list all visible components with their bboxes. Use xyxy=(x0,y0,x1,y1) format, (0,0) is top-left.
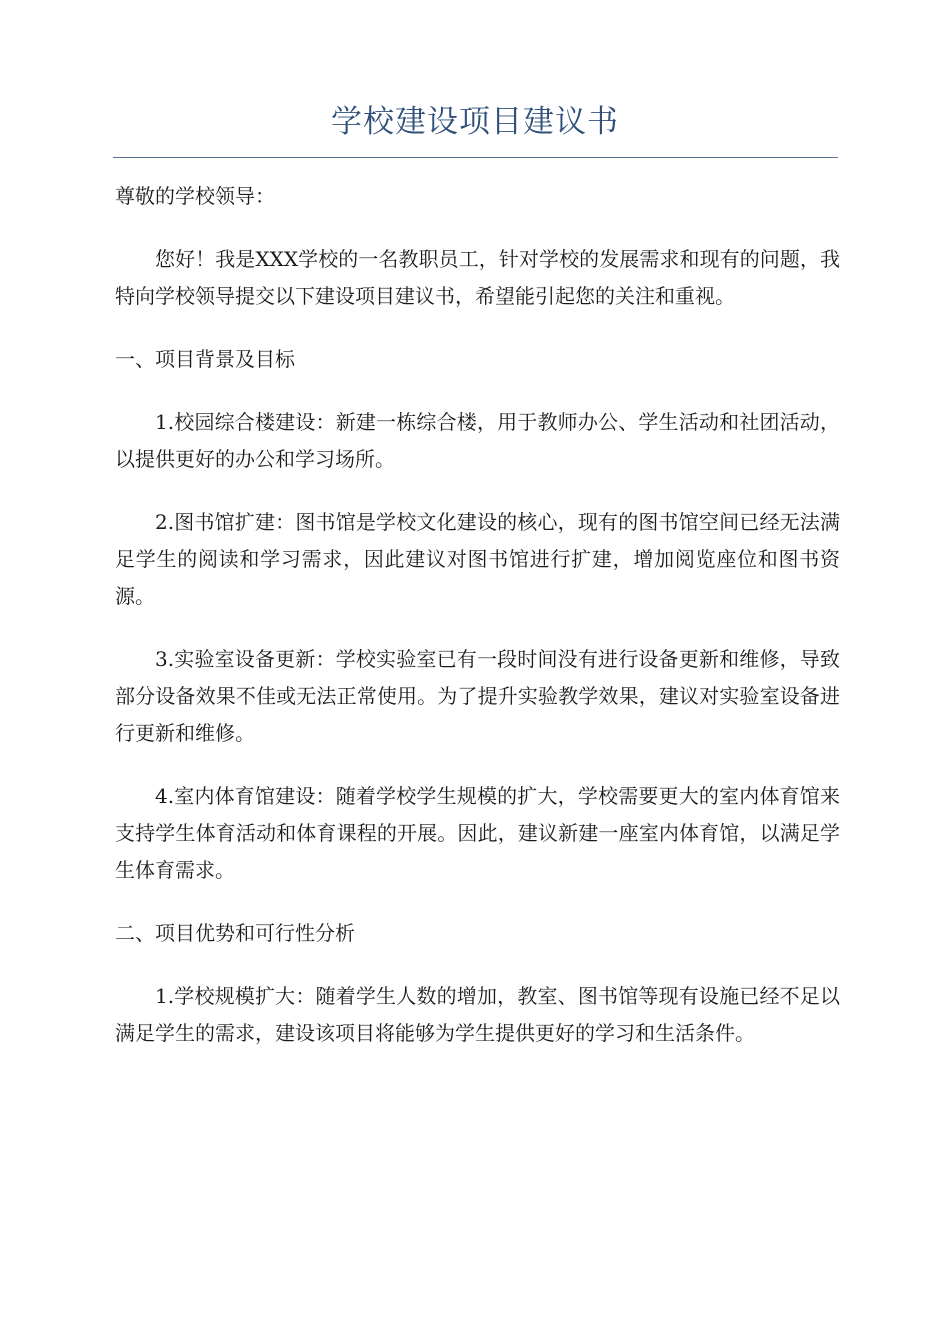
intro-paragraph: 您好！我是XXX学校的一名教职员工，针对学校的发展需求和现有的问题，我特向学校领导提交以下建设项目建议书，希望能引起您的关注和重视。 xyxy=(115,247,840,308)
section2-item-1: 1.学校规模扩大：随着学生人数的增加，教室、图书馆等现有设施已经不足以满足学生的需求，建设该项目将能够为学生提供更好的学习和生活条件。 xyxy=(115,984,840,1045)
title-divider xyxy=(113,157,838,158)
section1-item-2: 2.图书馆扩建：图书馆是学校文化建设的核心，现有的图书馆空间已经无法满足学生的阅读和学习需求，因此建议对图书馆进行扩建，增加阅览座位和图书资源。 xyxy=(115,510,840,608)
salutation: 尊敬的学校领导： xyxy=(115,184,275,208)
section1-item-1: 1.校园综合楼建设：新建一栋综合楼，用于教师办公、学生活动和社团活动，以提供更好的办公和学习场所。 xyxy=(115,410,840,471)
section1-item-3: 3.实验室设备更新：学校实验室已有一段时间没有进行设备更新和维修，导致部分设备效果不佳或无法正常使用。为了提升实验教学效果，建议对实验室设备进行更新和维修。 xyxy=(115,647,840,745)
document-title: 学校建设项目建议书 xyxy=(331,104,619,140)
section1-item-4: 4.室内体育馆建设：随着学校学生规模的扩大，学校需要更大的室内体育馆来支持学生体育活动和体育课程的开展。因此，建议新建一座室内体育馆，以满足学生体育需求。 xyxy=(115,784,840,882)
section-heading-1: 一、项目背景及目标 xyxy=(115,347,295,371)
section-heading-2: 二、项目优势和可行性分析 xyxy=(115,921,355,945)
document-body xyxy=(115,178,840,1078)
